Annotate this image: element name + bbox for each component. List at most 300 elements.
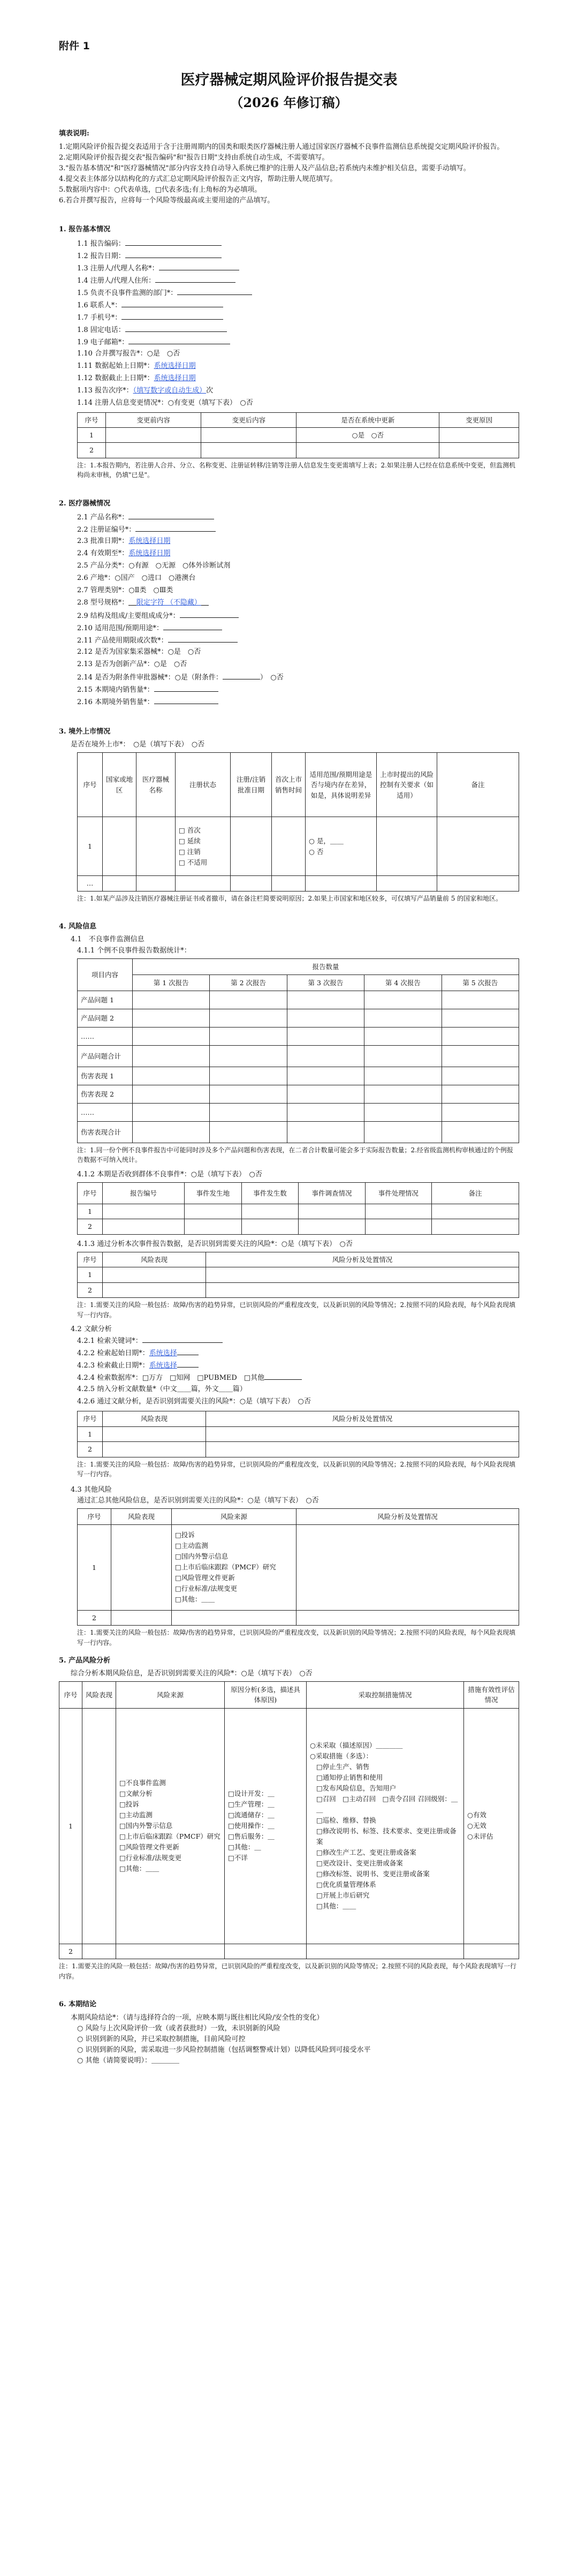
table-cell[interactable] — [464, 1944, 519, 1959]
table-cell[interactable] — [377, 876, 437, 891]
checkbox-option[interactable]: □主动监测 — [175, 1542, 208, 1550]
table-cell[interactable] — [231, 817, 272, 876]
table-cell[interactable] — [364, 1085, 442, 1103]
field-row — [77, 1335, 519, 1347]
table-row — [78, 1426, 519, 1441]
radio-option[interactable]: ○未采取（描述原因）＿＿＿＿ — [310, 1741, 403, 1750]
section-heading: 5. 产品风险分析 — [59, 1656, 111, 1665]
table-cell[interactable] — [210, 1121, 287, 1143]
field-row — [77, 524, 519, 536]
table-row — [78, 1524, 519, 1610]
table-header: 序号 — [78, 412, 106, 427]
checkbox-option[interactable]: □修改标签、说明书、变更注册或备案 — [316, 1870, 430, 1878]
checkbox-option[interactable]: □行业标准/法规变更 — [119, 1854, 182, 1862]
registrant-name-input[interactable] — [159, 262, 239, 270]
table-row — [59, 1944, 519, 1959]
conditional-approval-radio[interactable]: 2.14 是否为附条件审批器械*：○是（附条件： — [77, 674, 223, 682]
table-header: 报告数量 — [133, 958, 519, 975]
table-header: 备注 — [437, 753, 519, 817]
checkbox-option[interactable]: □风险管理文件更新 — [175, 1574, 235, 1582]
table-cell[interactable] — [172, 1610, 296, 1625]
checkbox-option[interactable]: □ 延续 — [179, 836, 201, 845]
table-header: 变更后内容 — [201, 412, 296, 427]
field-row — [77, 696, 519, 708]
class-radio[interactable]: 2.7 管理类别*：○Ⅱ类 ○Ⅲ类 — [77, 586, 173, 595]
email-input[interactable] — [128, 336, 230, 344]
product-category-radio[interactable]: 2.5 产品分类*：○有源 ○无源 ○体外诊断试剂 — [77, 562, 231, 570]
overseas-sales-input[interactable] — [154, 696, 218, 704]
table-header: 风险分析及处置情况 — [296, 1508, 519, 1524]
table-cell[interactable] — [133, 1067, 210, 1085]
table-header: 变更前内容 — [106, 412, 201, 427]
checkbox-option[interactable]: □国内外警示信息 — [119, 1822, 173, 1830]
group-event-table — [77, 1182, 519, 1235]
department-input[interactable] — [177, 287, 252, 295]
table-cell[interactable] — [136, 876, 176, 891]
table-cell[interactable] — [201, 443, 296, 458]
registrant-address-input[interactable] — [155, 275, 235, 283]
checkbox-option[interactable]: □巡检、维修、替换 — [316, 1816, 376, 1825]
checkbox-option[interactable]: □不详 — [228, 1854, 248, 1862]
contact-input[interactable] — [121, 299, 223, 307]
table-note: 注：1.同一份个例不良事件报告中可能同时涉及多个产品问题和伤害表现，在二者合计数量可能会多于实际报告数量；2.经省级监测机构审核通过的个例报告数据不可纳入统计。 — [77, 1146, 513, 1164]
table-cell[interactable] — [432, 1204, 519, 1219]
checkbox-option[interactable]: □停止生产、销售 — [316, 1763, 370, 1771]
subsection-heading: 4.3 其他风险 — [71, 1485, 112, 1494]
table-row — [78, 1204, 519, 1219]
table-cell: 1 — [78, 1426, 103, 1441]
table-cell[interactable] — [111, 1524, 172, 1610]
field-label: 2.2 注册证编号*： — [77, 526, 136, 534]
instruction-item: 5.数据项内容中：○代表单选，□代表多选;有上角标的为必填项。 — [59, 186, 262, 194]
checkbox-option[interactable]: □通知停止销售和使用 — [316, 1773, 383, 1782]
lit-start-date-picker[interactable]: 系统选择 — [149, 1349, 177, 1358]
checkbox-option[interactable]: □不良事件监测 — [119, 1779, 166, 1787]
table-header: 风险来源 — [116, 1681, 225, 1708]
section-conclusion — [59, 1999, 519, 2066]
updated-radio[interactable]: ○是 ○否 — [296, 427, 439, 442]
table-cell[interactable] — [442, 991, 519, 1009]
table-header: 医疗器械名称 — [136, 753, 176, 817]
table-cell[interactable] — [206, 1267, 519, 1282]
mobile-input[interactable] — [121, 312, 223, 320]
table-cell[interactable] — [225, 1944, 307, 1959]
radio-option[interactable]: ○无效 — [467, 1822, 486, 1830]
table-cell[interactable] — [210, 1045, 287, 1067]
table-cell[interactable] — [287, 1067, 364, 1085]
checkbox-option[interactable]: □流通储存：＿ — [228, 1811, 275, 1819]
condition-input[interactable] — [223, 671, 260, 679]
table-cell[interactable] — [136, 817, 176, 876]
checkbox-option[interactable]: □召回 □主动召回 □责令召回 召回级别：＿＿ — [316, 1795, 458, 1814]
conclusion-option[interactable]: ○ 识别到新的风险，需采取进一步风险控制措施（包括调整警戒计划）以降低风险到可接受水平 — [77, 2045, 371, 2054]
table-header: 风险表现 — [103, 1411, 206, 1426]
field-row — [77, 1347, 519, 1359]
group-event-radio[interactable]: 4.1.2 本期是否收到群体不良事件*：○是（填写下表） ○否 — [77, 1170, 262, 1179]
checkbox-option[interactable]: □修改说明书、标签、技术要求、变更注册或备案 — [316, 1827, 457, 1846]
registration-status-checkboxes[interactable] — [176, 817, 231, 876]
checkbox-option[interactable]: □修改生产工艺、变更注册或备案 — [316, 1848, 416, 1857]
field-row — [77, 336, 519, 349]
table-header: 风险表现 — [111, 1508, 172, 1524]
table-cell[interactable] — [287, 991, 364, 1009]
table-row — [78, 1085, 519, 1103]
annex-label: 附件 1 — [59, 40, 90, 52]
table-cell[interactable] — [439, 427, 519, 442]
table-header: 第 2 次报告 — [210, 975, 287, 991]
effectiveness-radio[interactable] — [464, 1708, 519, 1944]
literature-risk-radio[interactable]: 4.2.6 通过文献分析，是否识别到需要关注的风险*：○是（填写下表） ○否 — [77, 1397, 311, 1406]
table-header: 第 3 次报告 — [287, 975, 364, 991]
table-cell[interactable] — [133, 1045, 210, 1067]
table-header: 注册状态 — [176, 753, 231, 817]
document-page — [59, 0, 519, 2088]
table-cell[interactable] — [287, 1045, 364, 1067]
checkbox-option[interactable]: □发布风险信息，告知用户 — [316, 1784, 397, 1793]
checkbox-option[interactable]: □更改设计、变更注册或备案 — [316, 1859, 403, 1868]
table-cell[interactable] — [365, 1219, 431, 1234]
table-cell[interactable] — [133, 1103, 210, 1121]
table-cell[interactable] — [106, 427, 201, 442]
field-row — [77, 386, 519, 398]
valid-until-picker[interactable]: 系统选择日期 — [128, 549, 171, 558]
table-cell[interactable] — [103, 1219, 185, 1234]
table-cell[interactable] — [206, 1426, 519, 1441]
table-cell: 2 — [78, 1610, 111, 1625]
field-suffix: ） ○否 — [260, 674, 284, 682]
table-cell[interactable] — [210, 991, 287, 1009]
checkbox-option[interactable]: □ 首次 — [179, 826, 201, 834]
table-cell[interactable] — [133, 991, 210, 1009]
field-label: 1.5 负责不良事件监测的部门*： — [77, 289, 178, 297]
table-cell[interactable] — [133, 1121, 210, 1143]
checkbox-option[interactable]: □主动监测 — [119, 1811, 153, 1819]
table-cell[interactable] — [364, 1103, 442, 1121]
checkbox-option[interactable]: □投诉 — [119, 1800, 139, 1809]
table-cell[interactable] — [377, 817, 437, 876]
table-cell[interactable] — [133, 1009, 210, 1027]
difference-radio[interactable] — [306, 817, 377, 876]
row-label: 伤害表现 2 — [78, 1085, 133, 1103]
radio-option[interactable]: ○ 是，＿＿ — [309, 836, 344, 845]
field-row — [77, 238, 519, 250]
table-header: 采取控制措施情况 — [307, 1681, 464, 1708]
lit-end-date-picker[interactable]: 系统选择 — [149, 1362, 177, 1370]
table-cell[interactable] — [103, 1426, 206, 1441]
checkbox-option[interactable]: □行业标准/法规变更 — [175, 1584, 238, 1593]
table-cell[interactable] — [111, 1610, 172, 1625]
report-order-input[interactable]: （填写数字或自动生成） — [133, 386, 207, 395]
database-checkboxes[interactable]: 4.2.4 检索数据库*：□万方 □知网 □PUBMED □其他 — [77, 1374, 265, 1383]
table-header: 原因分析(多选，描述具体原因) — [225, 1681, 307, 1708]
intended-use-input[interactable] — [163, 622, 222, 630]
field-row — [77, 1372, 519, 1384]
field-label: 2.8 型号规格*： — [77, 599, 129, 607]
table-cell[interactable] — [365, 1204, 431, 1219]
field-suffix: 次 — [206, 386, 214, 395]
cause-checkboxes[interactable] — [225, 1708, 307, 1944]
table-cell[interactable] — [364, 1121, 442, 1143]
table-cell[interactable] — [82, 1944, 116, 1959]
phone-input[interactable] — [125, 324, 227, 332]
table-header: 序号 — [78, 1411, 103, 1426]
table-cell[interactable] — [133, 1085, 210, 1103]
risk-analysis-table — [77, 1252, 519, 1298]
table-header: 风险表现 — [82, 1681, 116, 1708]
instruction-item: 2.定期风险评价报告提交表"报告编码"和"报告日期"支持由系统自动生成，不需要填写。 — [59, 153, 329, 162]
checkbox-option[interactable]: □其他：＿＿ — [316, 1902, 356, 1910]
table-header: 事件调查情况 — [299, 1183, 365, 1204]
table-header: 备注 — [432, 1183, 519, 1204]
table-row — [78, 1067, 519, 1085]
table-cell[interactable] — [103, 1282, 206, 1297]
field-row — [77, 361, 519, 373]
use-period-input[interactable] — [168, 634, 238, 643]
report-date-input[interactable] — [125, 250, 222, 258]
field-label: 2.16 本期境外销售量*： — [77, 698, 154, 707]
table-cell[interactable] — [133, 1027, 210, 1045]
composition-input[interactable] — [180, 610, 239, 618]
table-row — [78, 1027, 519, 1045]
field-label: 1.9 电子邮箱*： — [77, 338, 129, 346]
table-cell[interactable] — [210, 1027, 287, 1045]
table-cell[interactable] — [241, 1219, 299, 1234]
table-cell[interactable] — [82, 1708, 116, 1944]
registrant-change-table — [77, 412, 519, 458]
table-cell[interactable] — [439, 443, 519, 458]
centralized-procurement-radio[interactable]: 2.12 是否为国家集采器械*：○是 ○否 — [77, 648, 201, 656]
table-cell[interactable] — [287, 1009, 364, 1027]
table-cell[interactable] — [306, 876, 377, 891]
conclusion-option[interactable]: ○ 识别到新的风险，并已采取控制措施，目前风险可控 — [77, 2035, 246, 2043]
table-cell[interactable] — [442, 1085, 519, 1103]
table-row — [78, 1103, 519, 1121]
table-cell[interactable] — [176, 876, 231, 891]
table-cell: 2 — [78, 1282, 103, 1297]
field-label: 1.1 报告编码： — [77, 239, 125, 248]
table-cell[interactable] — [287, 1103, 364, 1121]
table-cell[interactable] — [210, 1067, 287, 1085]
field-row — [77, 275, 519, 287]
table-cell[interactable] — [307, 1944, 464, 1959]
table-header: 适用范围/预期用途是否与境内存在差异，如是，具体说明差异 — [306, 753, 377, 817]
table-cell[interactable] — [299, 1204, 365, 1219]
table-header: 首次上市销售时间 — [272, 753, 306, 817]
table-cell[interactable] — [287, 1027, 364, 1045]
table-cell[interactable] — [437, 876, 519, 891]
lit-end-date-blank[interactable] — [177, 1359, 199, 1368]
conclusion-option[interactable]: ○ 风险与上次风险评价一致（或者获批时）一致，未识别新的风险 — [77, 2024, 280, 2033]
table-cell[interactable] — [364, 1045, 442, 1067]
table-cell[interactable] — [103, 1442, 206, 1457]
table-cell[interactable] — [442, 1045, 519, 1067]
table-cell[interactable] — [299, 1219, 365, 1234]
table-cell[interactable] — [185, 1219, 242, 1234]
table-cell[interactable] — [272, 817, 306, 876]
checkbox-option[interactable]: □投诉 — [175, 1531, 195, 1539]
literature-count-input[interactable]: 4.2.5 纳入分析文献数量*（中文＿＿篇，外文＿＿篇） — [77, 1385, 247, 1394]
overseas-listed-radio[interactable]: 是否在境外上市*： ○是（填写下表） ○否 — [71, 741, 205, 749]
table-cell[interactable] — [206, 1282, 519, 1297]
section-heading: 6. 本期结论 — [59, 2000, 97, 2009]
start-date-picker[interactable]: 系统选择日期 — [154, 361, 196, 370]
radio-option[interactable]: ○ 否 — [309, 847, 324, 856]
field-row — [77, 287, 519, 299]
checkbox-option[interactable]: □使用操作：＿ — [228, 1822, 275, 1830]
table-note: 注：1.如某产品涉及注销医疗器械注册证书或者撤市，请在备注栏简要说明原因；2.如果上市国家和地区较多，可仅填写产品销量前 5 的国家和地区。 — [77, 894, 503, 902]
table-cell[interactable] — [296, 1610, 519, 1625]
table-header: 第 1 次报告 — [133, 975, 210, 991]
table-header: 注册/注销批准日期 — [231, 753, 272, 817]
table-cell: 2 — [59, 1944, 82, 1959]
checkbox-option[interactable]: □风险管理文件更新 — [119, 1843, 179, 1852]
table-header: 上市时提出的风险控制有关要求（如适用） — [377, 753, 437, 817]
registration-number-input[interactable] — [135, 524, 216, 532]
table-row — [78, 1282, 519, 1297]
field-row — [77, 373, 519, 386]
product-name-input[interactable] — [128, 511, 214, 519]
radio-option[interactable]: ○有效 — [467, 1811, 486, 1819]
field-row — [77, 536, 519, 548]
table-cell[interactable] — [231, 876, 272, 891]
table-note: 注：1.需要关注的风险一般包括：故障/伤害的趋势异常，已识别风险的严重程度改变，以及新识别的风险等情况；2.按照不同的风险表现，每个风险表现填写一行内容。 — [77, 1460, 515, 1478]
other-risk-table — [77, 1508, 519, 1626]
checkbox-option[interactable]: □上市后临床跟踪（PMCF）研究 — [119, 1832, 220, 1841]
table-cell[interactable] — [287, 1085, 364, 1103]
table-cell[interactable] — [272, 876, 306, 891]
table-header: 措施有效性评估情况 — [464, 1681, 519, 1708]
table-cell[interactable] — [103, 817, 136, 876]
row-label: 产品问题合计 — [78, 1045, 133, 1067]
checkbox-option[interactable]: □国内外警示信息 — [175, 1552, 229, 1561]
end-date-picker[interactable]: 系统选择日期 — [154, 374, 196, 382]
radio-option[interactable]: ○未评估 — [467, 1832, 493, 1841]
table-cell[interactable] — [210, 1009, 287, 1027]
checkbox-option[interactable]: □优化质量管理体系 — [316, 1880, 376, 1889]
risk-source-checkboxes[interactable] — [116, 1708, 225, 1944]
table-cell[interactable] — [241, 1204, 299, 1219]
checkbox-option[interactable]: □文献分析 — [119, 1789, 153, 1798]
keyword-input[interactable] — [142, 1335, 223, 1343]
instructions — [59, 129, 519, 206]
table-header: 序号 — [78, 1183, 103, 1204]
report-code-input[interactable] — [125, 238, 222, 246]
table-header: 风险来源 — [172, 1508, 296, 1524]
table-cell[interactable] — [442, 1027, 519, 1045]
field-label: 2.3 批准日期*： — [77, 537, 129, 546]
table-cell[interactable] — [442, 1009, 519, 1027]
table-cell[interactable] — [442, 1121, 519, 1143]
checkbox-option[interactable]: □其他：＿ — [228, 1843, 261, 1852]
table-cell[interactable] — [116, 1944, 225, 1959]
table-cell[interactable] — [103, 876, 136, 891]
risk-source-checkboxes[interactable] — [172, 1524, 296, 1610]
checkbox-option[interactable]: □售后服务：＿ — [228, 1832, 275, 1841]
instructions-heading: 填表说明: — [59, 130, 89, 138]
checkbox-option[interactable]: □其他：＿＿ — [175, 1595, 215, 1604]
control-measure-options[interactable] — [307, 1708, 464, 1944]
section-overseas-market — [59, 727, 519, 903]
row-label: 伤害表现 1 — [78, 1067, 133, 1085]
checkbox-option[interactable]: □ 注销 — [179, 847, 201, 856]
table-header: 风险分析及处置情况 — [206, 1252, 519, 1267]
table-cell[interactable] — [364, 1009, 442, 1027]
table-cell[interactable] — [106, 443, 201, 458]
table-cell[interactable] — [210, 1085, 287, 1103]
table-cell[interactable] — [437, 817, 519, 876]
field-label: 2.10 适用范围/预期用途*： — [77, 624, 163, 633]
table-header: 项目内容 — [78, 958, 133, 991]
checkbox-option[interactable]: □开展上市后研究 — [316, 1891, 370, 1900]
row-label: 产品问题 1 — [78, 991, 133, 1009]
checkbox-option[interactable]: □上市后临床跟踪（PMCF）研究 — [175, 1563, 276, 1572]
table-cell[interactable] — [442, 1103, 519, 1121]
page-subtitle: （2026 年修订稿） — [230, 95, 348, 111]
table-cell[interactable] — [185, 1204, 242, 1219]
innovative-product-radio[interactable]: 2.13 是否为创新产品*：○是 ○否 — [77, 660, 187, 669]
checkbox-option[interactable]: □ 不适用 — [179, 858, 208, 866]
table-row — [78, 1121, 519, 1143]
table-cell[interactable] — [364, 1067, 442, 1085]
field-label: 1.7 手机号*： — [77, 313, 122, 322]
table-cell[interactable] — [201, 427, 296, 442]
approval-date-picker[interactable]: 系统选择日期 — [128, 537, 171, 546]
field-label: 1.8 固定电话： — [77, 326, 125, 334]
model-spec-input[interactable]: 限定字符 （不隐藏） — [136, 599, 201, 607]
table-cell[interactable] — [103, 1204, 185, 1219]
risk-identified-radio[interactable]: 4.1.3 通过分析本次事件报告数据，是否识别到需要关注的风险*：○是（填写下表） ○否 — [77, 1240, 353, 1248]
registrant-change-radio[interactable]: 1.14 注册人信息变更情况*：○有变更（填写下表） ○否 — [77, 398, 253, 407]
table-row — [78, 991, 519, 1009]
table-cell[interactable] — [296, 443, 439, 458]
section-report-basic — [59, 224, 519, 480]
other-risk-radio[interactable]: 通过汇总其他风险信息，是否识别到需要关注的风险*：○是（填写下表） ○否 — [77, 1496, 319, 1505]
conclusion-lead: 本期风险结论*：（请与选择符合的一项，应映本期与既往相比风险/安全性的变化） — [71, 2013, 324, 2022]
table-header: 事件处理情况 — [365, 1183, 431, 1204]
origin-radio[interactable]: 2.6 产地*：○国产 ○进口 ○港澳台 — [77, 574, 196, 583]
table-note: 注：1.需要关注的风险一般包括：故障/伤害的趋势异常，已识别风险的严重程度改变，以及新识别的风险等情况；2.按照不同的风险表现，每个风险表现填写一行内容。 — [77, 1301, 515, 1319]
table-cell[interactable] — [364, 991, 442, 1009]
event-count-table — [77, 958, 519, 1143]
table-cell[interactable] — [432, 1219, 519, 1234]
literature-risk-table — [77, 1411, 519, 1457]
radio-option[interactable]: ○采取措施（多选）： — [310, 1752, 373, 1761]
field-label: 2.15 本期境内销售量*： — [77, 686, 154, 694]
table-cell[interactable] — [364, 1027, 442, 1045]
table-cell[interactable] — [287, 1121, 364, 1143]
subsection-heading: 4.1 不良事件监测信息 — [71, 935, 144, 944]
model-input-wrap — [128, 598, 209, 606]
conclusion-option[interactable]: ○ 其他（请简要说明）：＿＿＿＿ — [77, 2057, 179, 2065]
table-cell[interactable] — [206, 1442, 519, 1457]
checkbox-option[interactable]: □设计开发：＿ — [228, 1789, 275, 1798]
checkbox-option[interactable]: □生产管理：＿ — [228, 1800, 275, 1809]
checkbox-option[interactable]: □其他：＿＿ — [119, 1864, 159, 1873]
domestic-sales-input[interactable] — [154, 684, 218, 692]
table-cell[interactable] — [442, 1067, 519, 1085]
product-risk-radio[interactable]: 综合分析本期风险信息，是否识别到需要关注的风险*：○是（填写下表） ○否 — [71, 1669, 313, 1678]
table-cell[interactable] — [296, 1524, 519, 1610]
merged-report-radio[interactable]: 1.10 合并撰写报告*：○是 ○否 — [77, 349, 180, 358]
field-row — [77, 610, 519, 622]
lit-start-date-blank[interactable] — [177, 1347, 199, 1355]
table-note: 注：1.需要关注的风险一般包括：故障/伤害的趋势异常，已识别风险的严重程度改变，以及新识别的风险等情况；2.按照不同的风险表现，每个风险表现填写一行内容。 — [77, 1629, 515, 1646]
database-other-input[interactable] — [264, 1372, 302, 1380]
table-cell[interactable] — [210, 1103, 287, 1121]
table-row — [78, 1009, 519, 1027]
table-header: 第 5 次报告 — [442, 975, 519, 991]
table-cell[interactable] — [103, 1267, 206, 1282]
